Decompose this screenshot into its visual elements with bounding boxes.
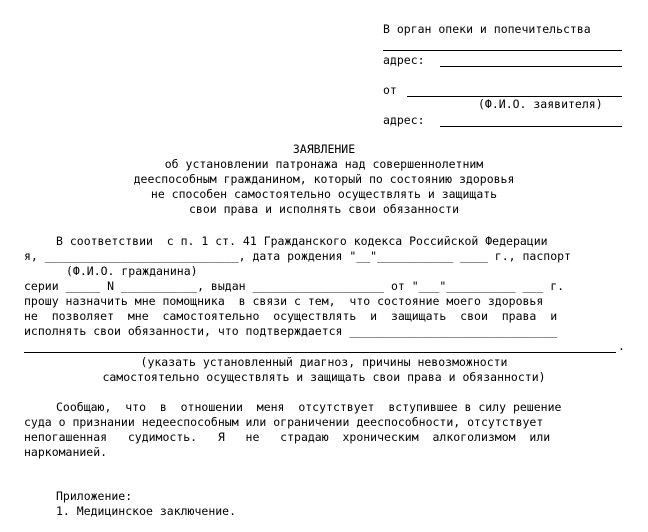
title-line-2: дееспособным гражданином, который по состоянию здоровья bbox=[133, 172, 515, 186]
document-title: ЗАЯВЛЕНИЕ bbox=[292, 142, 356, 156]
address1-label: адрес: bbox=[383, 53, 425, 67]
address1-blank-line bbox=[440, 66, 622, 67]
title-line-1: об установлении патронажа над совершеннолетним bbox=[164, 157, 484, 171]
p1-blank-line bbox=[24, 352, 616, 353]
p2-line-2: суда о признании недееспособным или ограничении дееспособности, отсутствует bbox=[24, 415, 544, 429]
address2-label: адрес: bbox=[383, 113, 425, 127]
p1-line-5: не позволяет мне самостоятельно осуществлять и защищать свои права и bbox=[24, 309, 558, 323]
fio-applicant-hint: (Ф.И.О. заявителя) bbox=[478, 97, 603, 111]
title-line-4: свои права и исполнять свои обязанности bbox=[188, 202, 460, 216]
addressee-blank-line bbox=[383, 50, 622, 51]
p2-line-4: наркоманией. bbox=[24, 445, 108, 459]
diagnosis-hint-1: (указать установленный диагноз, причины невозможности bbox=[140, 355, 508, 369]
addressee-line: В орган опеки и попечительства bbox=[383, 22, 591, 36]
p2-line-3: непогашенная судимость. Я не страдаю хроническим алкоголизмом или bbox=[24, 430, 551, 444]
p1-line-7-period: . bbox=[618, 339, 625, 353]
p1-line-3: серии _____ N ___________, выдан ___________________ от "___"__________ ___ г. bbox=[24, 279, 565, 293]
diagnosis-hint-2: самостоятельно осуществлять и защищать свои права и обязанности) bbox=[102, 370, 546, 384]
p1-line-1: В соответствии с п. 1 ст. 41 Гражданского кодекса Российской Федерации bbox=[56, 234, 548, 248]
attachment-item-1: 1. Медицинское заключение. bbox=[56, 504, 237, 518]
address2-blank-line bbox=[440, 126, 622, 127]
p1-line-2: я, ____________________________, дата рождения "__"___________ ____ г., паспорт bbox=[24, 249, 571, 263]
fio-citizen-hint: (Ф.И.О. гражданина) bbox=[66, 264, 198, 278]
p2-line-1: Сообщаю, что в отношении меня отсутствует вступившее в силу решение bbox=[56, 400, 562, 414]
from-label: от bbox=[383, 83, 397, 97]
p1-line-6: исполнять свои обязанности, что подтверждается ______________________________ bbox=[24, 324, 558, 338]
p1-line-4: прошу назначить мне помощника в связи с тем, что состояние моего здоровья bbox=[24, 294, 544, 308]
attachments-label: Приложение: bbox=[56, 489, 133, 503]
title-line-3: не способен самостоятельно осуществлять и защищать bbox=[150, 187, 498, 201]
